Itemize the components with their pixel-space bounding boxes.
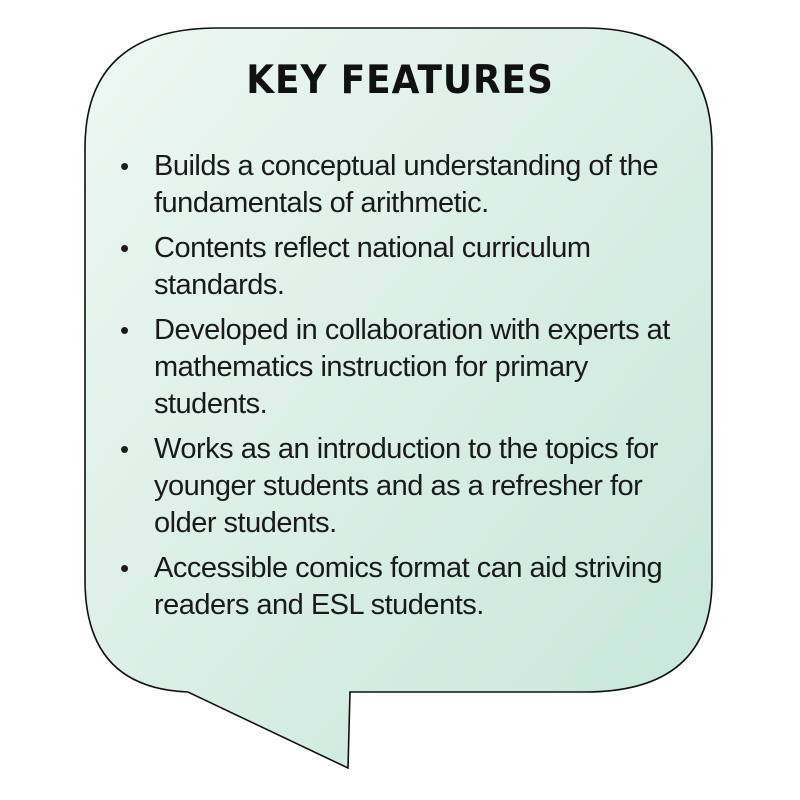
feature-item bbox=[118, 230, 678, 304]
bullet-icon: • bbox=[120, 553, 130, 583]
feature-text: Developed in collaboration with experts at mathematics instruction for primary students. bbox=[154, 314, 670, 420]
feature-item bbox=[118, 550, 678, 624]
feature-text: Contents reflect national curriculum standards. bbox=[154, 232, 591, 301]
feature-text: Builds a conceptual understanding of the fundamentals of arithmetic. bbox=[154, 150, 658, 219]
callout-title: KEY FEATURES bbox=[246, 58, 554, 103]
feature-item bbox=[118, 148, 678, 222]
feature-item bbox=[118, 312, 678, 423]
feature-item bbox=[118, 431, 678, 542]
feature-text: Accessible comics format can aid striving readers and ESL students. bbox=[154, 552, 663, 621]
bullet-icon: • bbox=[120, 151, 130, 181]
feature-text: Works as an introduction to the topics for younger students and as a refresher for older students. bbox=[154, 433, 658, 539]
feature-list bbox=[118, 148, 678, 632]
bullet-icon: • bbox=[120, 315, 130, 345]
bullet-icon: • bbox=[120, 233, 130, 263]
bullet-icon: • bbox=[120, 434, 130, 464]
